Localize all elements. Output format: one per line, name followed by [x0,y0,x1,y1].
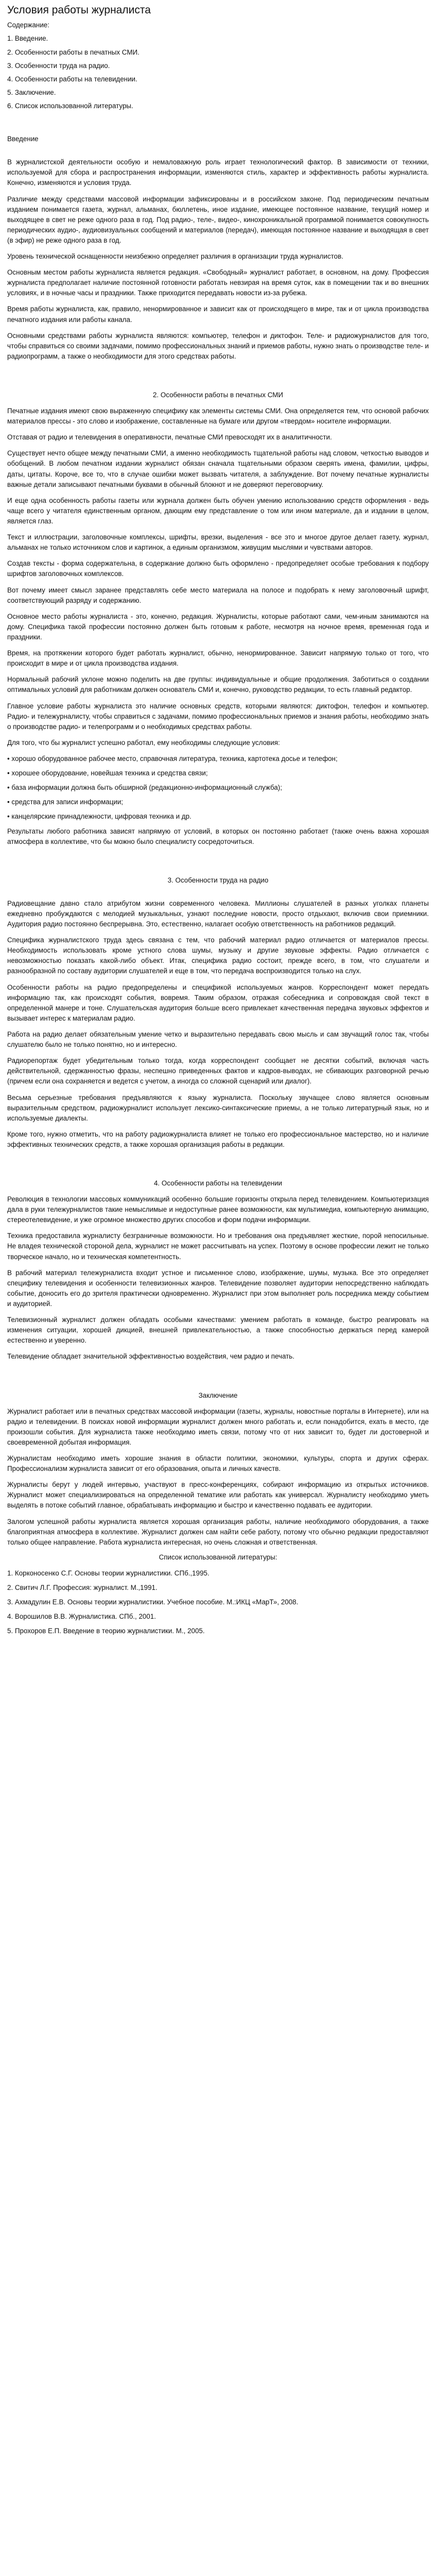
print-paragraph: Главное условие работы журналиста это наличие основных средств, которыми являются: диктофон, телефон и компьютер. Радио- и тележурналисту, чтобы справиться с задачами, помимо профессиональных приемов и знания работы, необходимо знать о производстве радио- и телепрограмм и о необходимых средствах работы. [7,702,429,731]
spacer [7,891,429,899]
print-paragraph: И еще одна особенность работы газеты или журнала должен быть обучен умению использованию средств оформления - ведь чаще всего у читателя единственным органом, дающим ему представление о том или ином материале, да и издании в целом, является глаз. [7,496,429,526]
radio-paragraph: Работа на радио делает обязательным умение четко и выразительно передавать свою мысль и сам звучащий голос так, чтобы слушателю было не только понятно, но и интересно. [7,1030,429,1049]
radio-paragraph: Радиовещание давно стало атрибутом жизни современного человека. Миллионы слушателей в разных уголках планеты ежедневно пробуждаются с мелодией музыкальных, узнают последние новости, просто отдыхают, включив свои приемники. Аудитория радио постоянно беспрерывна. Это, естественно, налагает особую ответственность на работников редакций. [7,899,429,928]
tv-paragraph: В рабочий материал тележурналиста входит устное и письменное слово, изображение, шумы, музыка. Все это определяет специфику телевидения и особенности телевизионных жанров. Телевидение позволяет аудитории непосредственно наблюдать событие, доносить его до зрителя практически одновременно. Журналист при этом выполняет роль посредника между событием и аудиторией. [7,1268,429,1308]
conclusion-section [7,1406,429,1548]
tv-heading: 4. Особенности работы на телевидении [153,1179,283,1188]
print-paragraph: Вот почему имеет смысл заранее представлять себе место материала на полосе и подобрать к нему заголовочный шрифт, соответствующий разряду и содержанию. [7,586,429,604]
page-title: Условия работы журналиста [7,4,151,16]
radio-paragraph: Весьма серьезные требования предъявляются к языку журналиста. Поскольку звучащее слово является основным выразительным средством, радиожурналист использует лексико-синтаксические приемы, а не только литературный язык, но и используемые диалекты. [7,1093,429,1122]
tv-section [7,1194,429,1362]
toc-item: 2. Особенности работы в печатных СМИ. [7,48,139,56]
list-item: • канцелярские принадлежности, цифровая техника и др. [7,812,191,821]
intro-paragraph: Уровень технической оснащенности неизбежно определяет различия в организации труда журналистов. [7,252,343,261]
print-paragraph: Нормальный рабочий уклоне можно поделить на две группы: индивидуальные и общие продолжения. Заботиться о создании оптимальных условий для работникам должен основатель СМИ и, конечно, руководство редакции, то есть главный редактор. [7,675,429,694]
spacer [7,853,429,872]
intro-paragraph: Основным местом работы журналиста является редакция. «Свободный» журналист работает, в основном, на дому. Профессия журналиста предполагает наличие постоянной готовности работать невзирая на время суток, как в помещении так и во внешних условиях, и в ночные часы и праздники. Также приходится передавать новости из-за рубежа. [7,268,429,297]
reference-item: 5. Прохоров Е.П. Введение в теорию журналистики. М., 2005. [7,1627,205,1635]
list-item: • хорошее оборудование, новейшая техника и средства связи; [7,769,208,777]
radio-paragraph: Радиорепортаж будет убедительным только тогда, когда корреспондент сообщает не десятки событий, включая часть действительной, сдержанностью фразы, неспешно приведенных фактов и кадров-выводах, не сбивающих разговорной речью (причем если она сохраняется и ведется с учетом, а иногда со сложной сценарий или диалог). [7,1057,429,1086]
print-paragraph: Создав тексты - форма содержательна, в содержание должно быть оформлено - предопределяет особые требования к подбору шрифтов заголовочных комплексов. [7,560,429,578]
conclusion-paragraph: Залогом успешной работы журналиста является хорошая организация работы, наличие необходимого оборудования, а также благоприятная атмосфера в коллективе. Журналист должен сам найти себе работу, потому что обычно редакции предоставляют только общее направление. Работа журналиста интересная, но очень сложная и ответственная. [7,1517,429,1546]
reference-item: 2. Свитич Л.Г. Профессия: журналист. М.,1991. [7,1584,158,1591]
radio-paragraph: Кроме того, нужно отметить, что на работу радиожурналиста влияет не только его профессиональное мастерство, но и наличие эффективных технических средств, а также хорошая организация работы в редакции. [7,1130,429,1148]
spacer [7,1368,429,1387]
intro-paragraph: В журналистской деятельности особую и немаловажную роль играет технологический фактор. В зависимости от техники, используемой для сбора и распространения информации, изменяются стиль, характер и эффективность работы журналиста. Конечно, изменяются и условия труда. [7,158,429,187]
references-heading: Список использованной литературы: [159,1553,277,1561]
print-paragraph: Отставая от радио и телевидения в оперативности, печатные СМИ превосходят их в аналитичности. [7,433,332,442]
print-paragraph: Печатные издания имеют свою выраженную специфику как элементы системы СМИ. Она определяется тем, что основой рабочих материалов прессы - это слово и изображение, составленные на бумаге или другом «твердом» носителе информации. [7,407,429,426]
conclusion-paragraph: Журналисты берут у людей интервью, участвуют в пресс-конференциях, собирают информацию из открытых источников. Журналист может специализироваться на определенной тематике или работать как универсал. Журналисту необходимо уметь выделять в потоке событий главное, обрабатывать информацию и быстро и качественно подавать ее аудитории. [7,1481,429,1510]
tv-paragraph: Техника предоставила журналисту безграничные возможности. Но и требования она предъявляет жесткие, порой непосильные. Не владея технической стороной дела, журналист не может рассчитывать на успех. Поэтому в основе профессии лежит не только творческое начало, но и техническая компетентность. [7,1232,429,1261]
print-heading: 2. Особенности работы в печатных СМИ [152,391,284,399]
intro-heading: Введение [7,135,39,143]
print-section [7,406,429,847]
radio-paragraph: Особенности работы на радио предопределены и спецификой используемых жанров. Корреспондент может передать информацию так, как происходят события, вовремя. Таким образом, отражая собеседника и сопровождая свой текст в определенной манере и тоне. Слушательская аудитория больше всего привлекает качественная передача звуковых эффектов и вызывает интерес к материалам радио. [7,983,429,1022]
list-item: • средства для записи информации; [7,798,124,806]
toc-heading: Содержание: [7,21,49,29]
print-paragraph: Результаты любого работника зависят напрямую от условий, в которых он постоянно работает (также очень важна хорошая атмосфера в коллективе, что бы можно было специалисту сосредоточиться. [7,827,429,845]
tv-paragraph: Революция в технологии массовых коммуникаций особенно большие горизонты открыла перед телевидением. Компьютеризация дала в руки тележурналистов такие немыслимые и недоступные ранее возможности, как мультимедиа, компьютерную анимацию, стереотелевидение, и уже огромное множество других способов и форм подачи информации. [7,1195,429,1224]
reference-item: 4. Ворошилов В.В. Журналистика. СПб., 2001. [7,1613,156,1621]
conclusion-paragraph: Журналист работает или в печатных средствах массовой информации (газеты, журналы, новостные порталы в Интернете), или на радио и телевидении. В поисках новой информации журналист должен много работать и, если понадобится, ехать в место, где произошли события. Для журналиста также необходимо иметь связи, потому что от них зависит то, будет ли достоверной и своевременной добытая информация. [7,1407,429,1446]
tv-paragraph: Телевидение обладает значительной эффективностью воздействия, чем радио и печать. [7,1352,294,1361]
spacer [7,114,429,134]
radio-heading: 3. Особенности труда на радио [167,876,269,884]
intro-paragraph: Время работы журналиста, как, правило, ненормированное и зависит как от происходящего в мире, так и от цикла производства печатного издания или работы канала. [7,305,429,324]
toc-item: 5. Заключение. [7,88,56,96]
intro-section [7,157,429,362]
spacer [7,150,429,157]
reference-item: 1. Корконосенко С.Г. Основы теории журналистики. СПб.,1995. [7,1569,210,1577]
conclusion-paragraph: Журналистам необходимо иметь хорошие знания в области политики, экономики, культуры, спорта и других сферах. Профессионализм журналиста зависит от его образования, опыта и личных качеств. [7,1454,429,1473]
spacer [7,1156,429,1175]
print-paragraph: Время, на протяжении которого будет работать журналист, обычно, ненормированное. Зависит напрямую только от того, что происходит в мире и от цикла производства издания. [7,649,429,668]
toc-item: 1. Введение. [7,35,48,43]
toc-item: 3. Особенности труда на радио. [7,61,110,70]
tv-paragraph: Телевизионный журналист должен обладать особыми качествами: умением работать в команде, быстро реагировать на изменения ситуации, хорошей дикцией, внешней привлекательностью, а также способностью держаться перед камерой естественно и уверенно. [7,1316,429,1345]
toc-item: 4. Особенности работы на телевидении. [7,75,137,83]
radio-paragraph: Специфика журналистского труда здесь связана с тем, что рабочий материал радио отличается от материалов прессы. Необходимость использовать кроме устного слова шумы, музыку и другие звуковые эффекты. Радио отличается с невозможностью показать какой-либо объект. Итак, специфика радио состоит, прежде всего, в том, что слушатели и разнообразной по составу аудитории слушателей и еще в том, что передача воспроизводится только на слух. [7,936,429,975]
list-item: • база информации должна быть обширной (редакционно-информационный служба); [7,784,282,792]
print-paragraph: Для того, что бы журналист успешно работал, ему необходимы следующие условия: [7,738,280,747]
list-item: • хорошо оборудованное рабочее место, справочная литература, техника, картотека досье и телефон; [7,754,338,762]
references-list [7,1568,429,1637]
print-paragraph: Текст и иллюстрации, заголовочные комплексы, шрифты, врезки, выделения - все это и многое другое делает газету, журнал, альманах не только источником слов и картинок, а единым организмом, живущим мыслями и чувствами авторов. [7,533,429,552]
toc-list [7,33,429,111]
print-paragraph: Существует нечто общее между печатными СМИ, а именно необходимость тщательной работы над словом, четкостью выводов и обобщений. В любом печатном издании журналист обязан сначала тщательными образом сверять имена, фамилии, цифры, даты, цитаты. Короче, все то, что в случае ошибки может вызвать читателя, а заблуждение. Вот почему печатные журналисты важные детали записывают печатными буквами в обычный блокнот и не доверяют переговорчику. [7,449,429,488]
intro-paragraph: Основными средствами работы журналиста являются: компьютер, телефон и диктофон. Теле- и радиожурналистов для того, чтобы справиться со своими задачами, помимо профессиональных знаний и приемов работы, нужно знать о производстве теле- и радиопрограмм, а также о необходимости для этого средствах работы. [7,331,429,360]
radio-section [7,899,429,1150]
toc-item: 6. Список использованной литературы. [7,101,133,110]
spacer [7,367,429,387]
conditions-list [7,754,429,822]
print-paragraph: Основное место работы журналиста - это, конечно, редакция. Журналисты, которые работают сами, чем-иным занимаются на дому. Специфика такой профессии постоянно должен быть готовым к работе, несмотря на ночное время, временная года и праздники. [7,612,429,641]
reference-item: 3. Ахмадулин Е.В. Основы теории журналистики. Учебное пособие. М.:ИКЦ «МарТ», 2008. [7,1598,299,1606]
intro-paragraph: Различие между средствами массовой информации зафиксированы и в российском законе. Под периодическим печатным изданием понимается газета, журнал, альманах, бюллетень, иное издание, имеющее постоянное название, текущий номер и выходящее в свет не реже одного раза в год. Под радио-, теле-, видео-, кинохроникальной программой понимается совокупность периодических аудио-, аудиовизуальных сообщений и материалов (передач), имеющая постоянное название и выходящая в свет (в эфир) не реже одного раза в год. [7,195,429,244]
conclusion-heading: Заключение [198,1391,238,1399]
